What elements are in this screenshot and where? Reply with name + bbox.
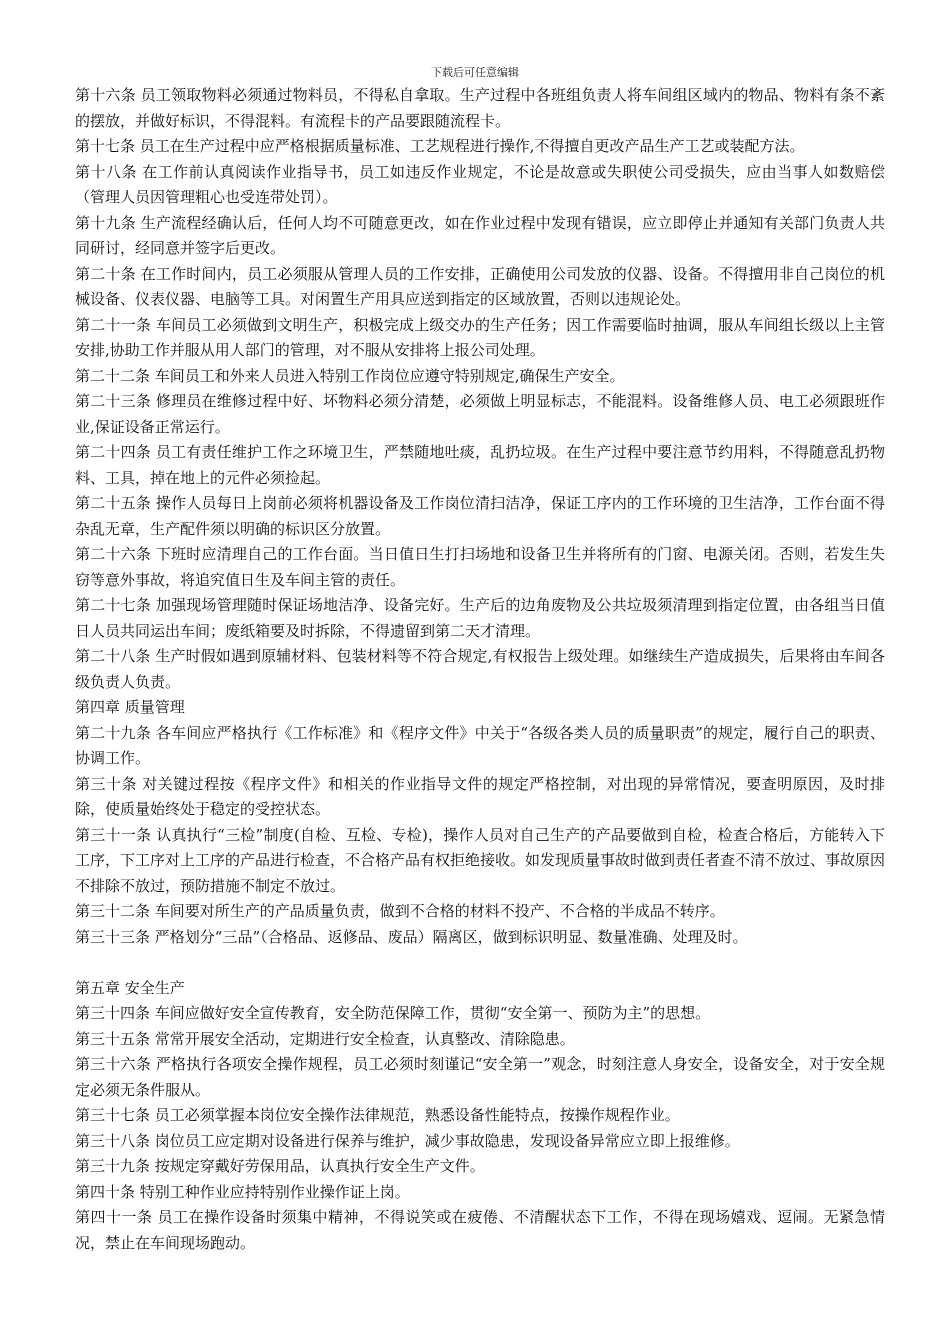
article-22: 第二十二条 车间员工和外来人员进入特别工作岗位应遵守特别规定,确保生产安全。 bbox=[75, 366, 625, 385]
article-16: 第十六条 员工领取物料必须通过物料员，不得私自拿取。生产过程中各班组负责人将车间组区域内的物品、物料有条不紊的摆放，并做好标识，不得混料。有流程卡的产品要跟随流程卡。 bbox=[75, 86, 885, 130]
chapter-4-heading: 第四章 质量管理 bbox=[75, 698, 185, 716]
article-31: 第三十一条 认真执行“三检”制度(自检、互检、专检)，操作人员对自己生产的产品要做到自检，检查合格后，方能转入下工序，下工序对上工序的产品进行检查，不合格产品有权拒绝接收。如发现质量事故时做到责任者查不清不放过、事故原因不排除不放过，预防措施不制定不放过。 bbox=[75, 825, 886, 895]
document-body bbox=[75, 83, 885, 1256]
article-25: 第二十五条 操作人员每日上岗前必须将机器设备及工作岗位清扫洁净，保证工序内的工作环境的卫生洁净，工作台面不得杂乱无章，生产配件须以明确的标识区分放置。 bbox=[75, 494, 885, 538]
article-19: 第十九条 生产流程经确认后，任何人均不可随意更改，如在作业过程中发现有错误，应立即停止并通知有关部门负责人共同研讨，经同意并签字后更改。 bbox=[75, 213, 885, 257]
article-39: 第三十九条 按规定穿戴好劳保用品，认真执行安全生产文件。 bbox=[75, 1157, 485, 1175]
article-35: 第三十五条 常常开展安全活动，定期进行安全检查，认真整改、清除隐患。 bbox=[75, 1029, 575, 1048]
article-40: 第四十条 特别工种作业应持特别作业操作证上岗。 bbox=[75, 1182, 410, 1201]
article-34: 第三十四条 车间应做好安全宣传教育，安全防范保障工作，贯彻“安全第一、预防为主”的思想。 bbox=[75, 1004, 711, 1022]
article-26: 第二十六条 下班时应清理自己的工作台面。当日值日生打扫场地和设备卫生并将所有的门窗、电源关闭。否则，若发生失窃等意外事故，将追究值日生及车间主管的责任。 bbox=[75, 545, 885, 589]
article-27: 第二十七条 加强现场管理随时保证场地洁净、设备完好。生产后的边角废物及公共垃圾须清理到指定位置，由各组当日值日人员共同运出车间；废纸箱要及时拆除，不得遗留到第二天才清理。 bbox=[75, 596, 885, 640]
article-37: 第三十七条 员工必须掌握本岗位安全操作法律规范，熟悉设备性能特点，按操作规程作业。 bbox=[75, 1106, 680, 1124]
article-38: 第三十八条 岗位员工应定期对设备进行保养与维护，减少事故隐患，发现设备异常应立即上报维修。 bbox=[75, 1131, 740, 1150]
page-header: 下载后可任意编辑 bbox=[431, 66, 519, 79]
chapter-5-heading: 第五章 安全生产 bbox=[75, 978, 185, 997]
article-18: 第十八条 在工作前认真阅读作业指导书，员工如违反作业规定，不论是故意或失职使公司受损失，应由当事人如数赔偿（管理人员因管理粗心也受连带处罚）。 bbox=[75, 162, 885, 206]
article-17: 第十七条 员工在生产过程中应严格根据质量标准、工艺规程进行操作,不得擅自更改产品生产工艺或装配方法。 bbox=[75, 137, 805, 155]
article-30: 第三十条 对关键过程按《程序文件》和相关的作业指导文件的规定严格控制，对出现的异常情况，要查明原因，及时排除，使质量始终处于稳定的受控状态。 bbox=[75, 774, 885, 818]
article-21: 第二十一条 车间员工必须做到文明生产，积极完成上级交办的生产任务；因工作需要临时抽调，服从车间组长级以上主管安排,协助工作并服从用人部门的管理，对不服从安排将上报公司处理。 bbox=[75, 315, 885, 359]
article-28: 第二十八条 生产时假如遇到原辅材料、包装材料等不符合规定,有权报告上级处理。如继续生产造成损失，后果将由车间各级负责人负责。 bbox=[75, 647, 885, 691]
article-23: 第二十三条 修理员在维修过程中好、坏物料必须分清楚，必须做上明显标志，不能混料。设备维修人员、电工必须跟班作业,保证设备正常运行。 bbox=[75, 392, 885, 436]
article-36: 第三十六条 严格执行各项安全操作规程，员工必须时刻谨记“安全第一”观念，时刻注意人身安全，设备安全，对于安全规定必须无条件服从。 bbox=[75, 1055, 885, 1099]
article-41: 第四十一条 员工在操作设备时须集中精神，不得说笑或在疲倦、不清醒状态下工作，不得在现场嬉戏、逗闹。无紧急情况，禁止在车间现场跑动。 bbox=[75, 1208, 885, 1252]
article-24: 第二十四条 员工有责任维护工作之环境卫生，严禁随地吐痰，乱扔垃圾。在生产过程中要注意节约用料，不得随意乱扔物料、工具，掉在地上的元件必须捡起。 bbox=[75, 443, 885, 487]
article-29: 第二十九条 各车间应严格执行《工作标准》和《程序文件》中关于“各级各类人员的质量职责”的规定，履行自己的职责、协调工作。 bbox=[75, 723, 885, 767]
article-33: 第三十三条 严格划分“三品”（合格品、返修品、废品）隔离区，做到标识明显、数量准确、处理及时。 bbox=[75, 927, 748, 946]
article-20: 第二十条 在工作时间内，员工必须服从管理人员的工作安排，正确使用公司发放的仪器、设备。不得擅用非自己岗位的机械设备、仪表仪器、电脑等工具。对闲置生产用具应送到指定的区域放置，否则以违规论处。 bbox=[75, 264, 885, 308]
article-32: 第三十二条 车间要对所生产的产品质量负责，做到不合格的材料不投产、不合格的半成品不转序。 bbox=[75, 902, 725, 920]
